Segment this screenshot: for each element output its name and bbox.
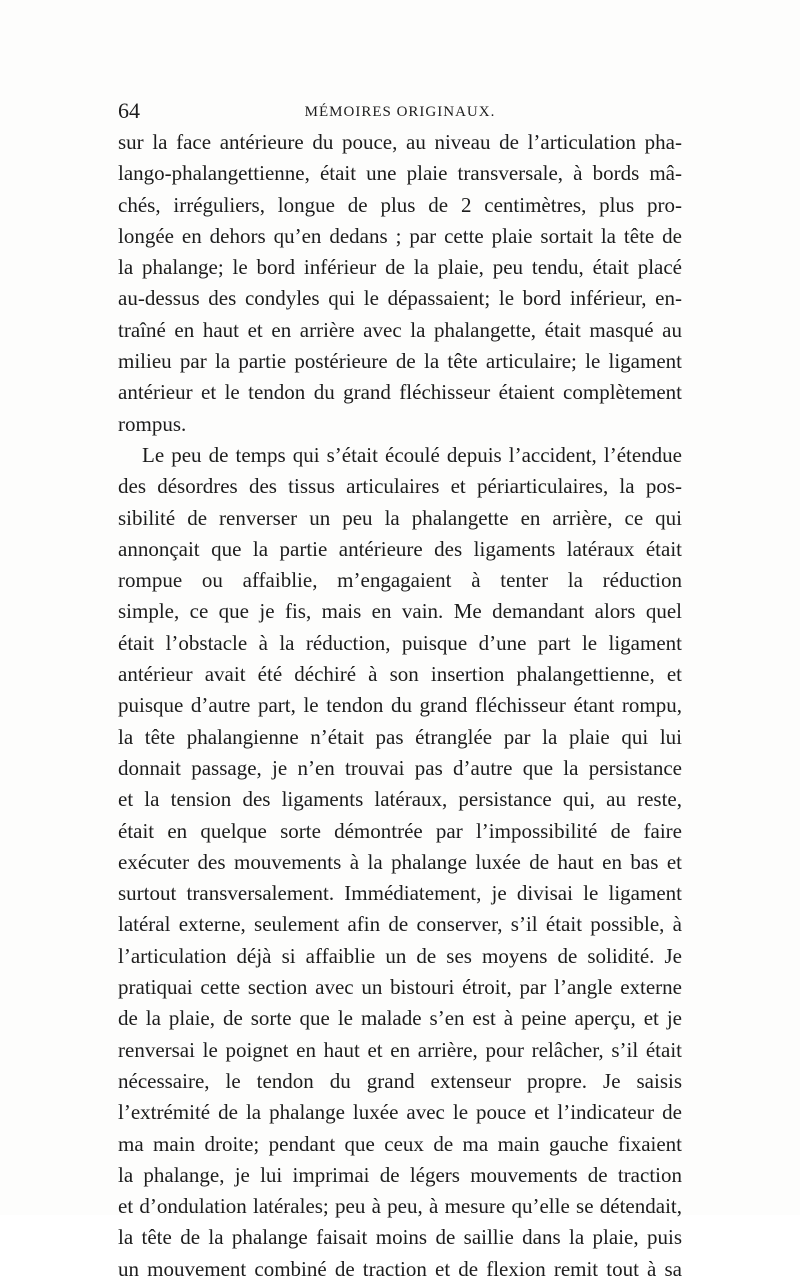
text-line: donnait passage, je n’en trouvai pas d’autre que la persistance	[118, 755, 682, 780]
text-line: était l’obstacle à la réduction, puisque d’une part le ligament	[118, 630, 682, 655]
text-line: traîné en haut et en arrière avec la phalangette, était masqué au	[118, 317, 682, 342]
text-line: annonçait que la partie antérieure des ligaments latéraux était	[118, 536, 682, 561]
text-line: et d’ondulation latérales; peu à peu, à mesure qu’elle se détendait,	[118, 1194, 682, 1219]
text-line: latéral externe, seulement afin de conserver, s’il était possible, à	[118, 912, 682, 937]
text-line: longée en dehors qu’en dedans ; par cette plaie sortait la tête de	[118, 223, 682, 248]
text-line: antérieur avait été déchiré à son insertion phalangettienne, et	[118, 662, 682, 687]
text-line: l’extrémité de la phalange luxée avec le pouce et l’indicateur de	[118, 1100, 682, 1125]
text-line: exécuter des mouvements à la phalange luxée de haut en bas et	[118, 849, 682, 874]
text-line: simple, ce que je fis, mais en vain. Me demandant alors quel	[118, 599, 682, 624]
text-line: la phalange; le bord inférieur de la plaie, peu tendu, était placé	[118, 255, 682, 280]
text-line: était en quelque sorte démontrée par l’impossibilité de faire	[118, 818, 682, 843]
running-head	[118, 96, 682, 126]
text-line: au-dessus des condyles qui le dépassaient; le bord inférieur, en-	[118, 286, 682, 311]
text-line: milieu par la partie postérieure de la tête articulaire; le ligament	[118, 349, 682, 374]
text-line: nécessaire, le tendon du grand extenseur propre. Je saisis	[118, 1068, 682, 1093]
text-line: renversai le poignet en haut et en arrière, pour relâcher, s’il était	[118, 1037, 682, 1062]
text-line: Le peu de temps qui s’était écoulé depuis l’accident, l’étendue	[142, 442, 682, 467]
text-line: de la plaie, de sorte que le malade s’en est à peine aperçu, et je	[118, 1006, 682, 1031]
text-line: surtout transversalement. Immédiatement, je divisai le ligament	[118, 881, 682, 906]
text-line: des désordres des tissus articulaires et périarticulaires, la pos-	[118, 474, 682, 499]
text-line: la tête de la phalange faisait moins de saillie dans la plaie, puis	[118, 1225, 682, 1250]
text-line: rompue ou affaiblie, m’engagaient à tenter la réduction	[118, 568, 682, 593]
text-line: sibilité de renverser un peu la phalangette en arrière, ce qui	[118, 505, 682, 530]
page-number: 64	[118, 98, 140, 123]
text-line: chés, irréguliers, longue de plus de 2 centimètres, plus pro-	[118, 192, 682, 217]
running-title: MÉMOIRES ORIGINAUX.	[304, 104, 496, 120]
body-text	[118, 127, 682, 1285]
text-line: puisque d’autre part, le tendon du grand fléchisseur étant rompu,	[118, 693, 682, 718]
text-line: rompus.	[118, 411, 187, 436]
text-line: antérieur et le tendon du grand fléchisseur étaient complètement	[118, 380, 682, 405]
text-line: la tête phalangienne n’était pas étranglée par la plaie qui lui	[118, 724, 682, 749]
text-line: la phalange, je lui imprimai de légers mouvements de traction	[118, 1162, 682, 1187]
text-line: sur la face antérieure du pouce, au niveau de l’articulation pha-	[118, 130, 682, 154]
text-line: pratiquai cette section avec un bistouri étroit, par l’angle externe	[118, 975, 682, 1000]
text-line: ma main droite; pendant que ceux de ma main gauche fixaient	[118, 1131, 682, 1156]
text-line: un mouvement combiné de traction et de flexion remit tout à sa	[118, 1256, 682, 1281]
text-line: l’articulation déjà si affaiblie un de ses moyens de solidité. Je	[118, 943, 682, 968]
text-line: lango-phalangettienne, était une plaie transversale, à bords mâ-	[118, 161, 682, 186]
text-line: et la tension des ligaments latéraux, persistance qui, au reste,	[118, 787, 682, 812]
